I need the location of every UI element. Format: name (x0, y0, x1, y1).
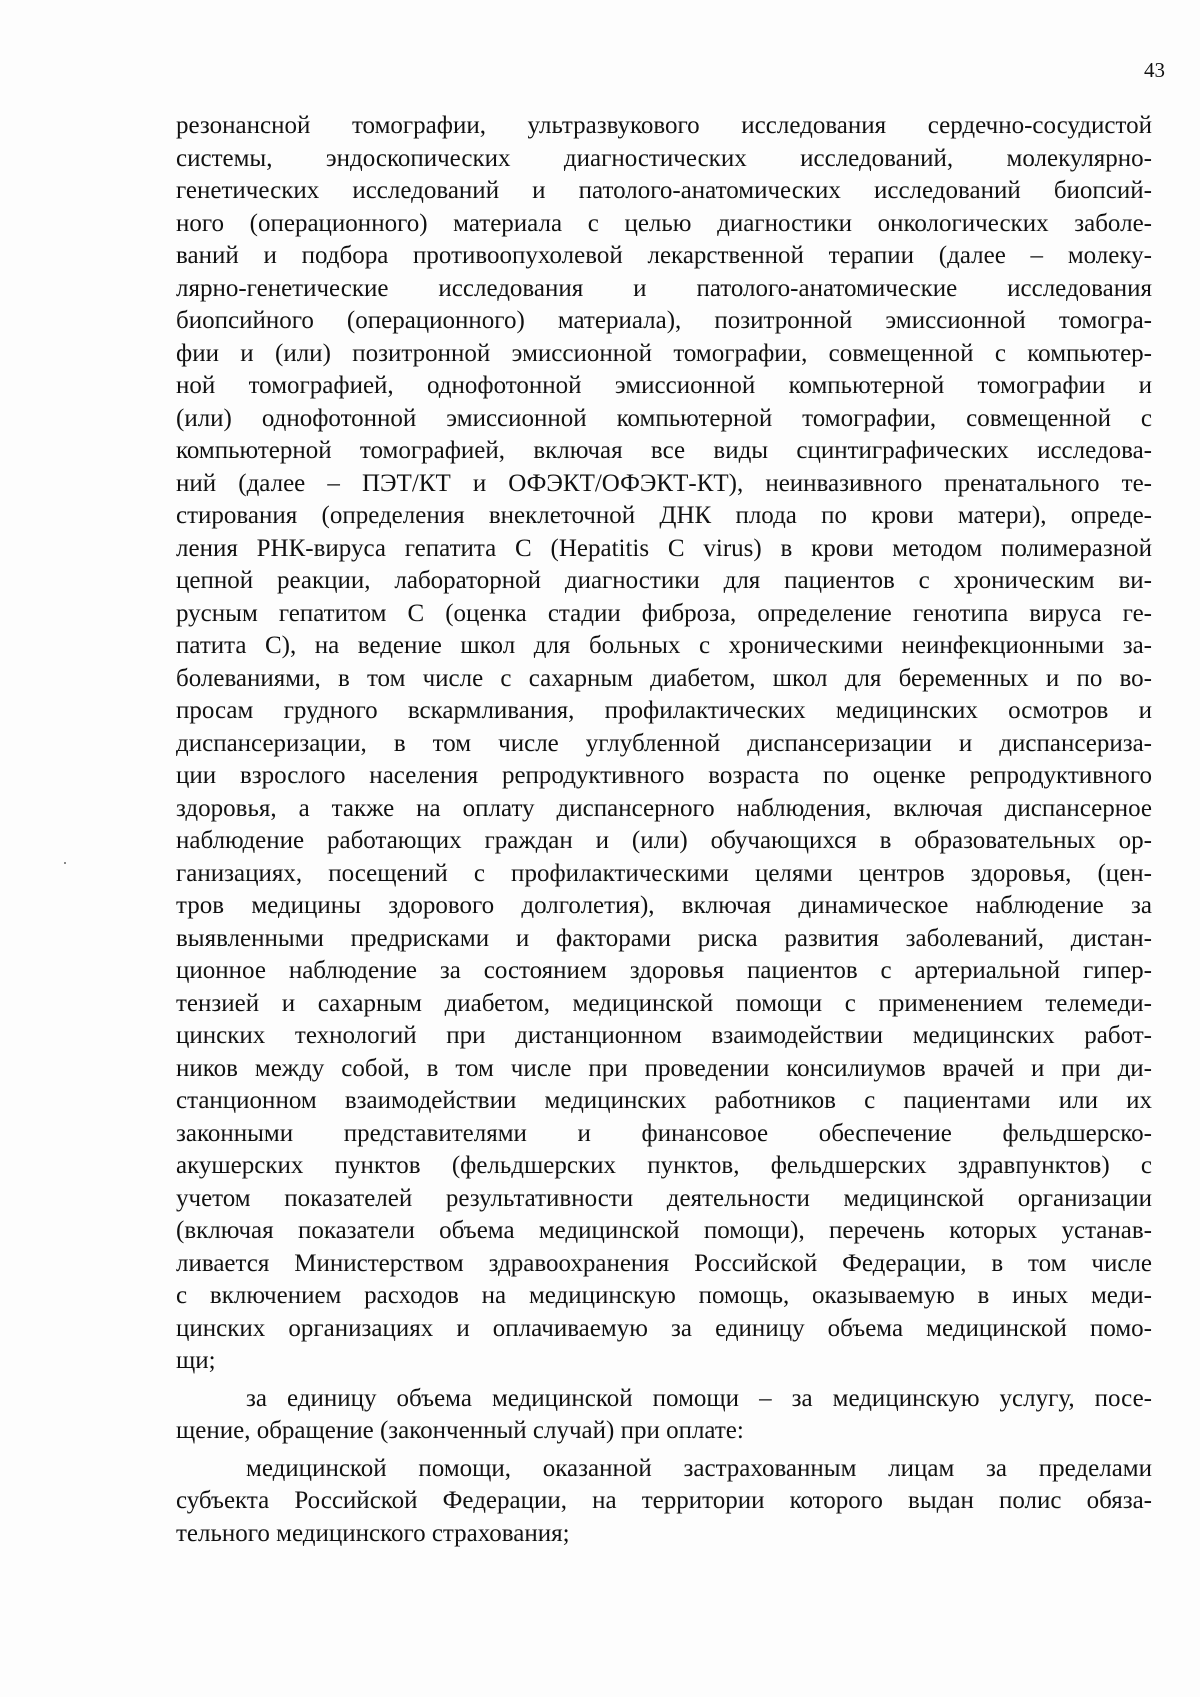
text-line: законными представителями и финансовое обеспечение фельдшерско- (176, 1119, 1152, 1147)
text-line: (включая показатели объема медицинской помощи), перечень которых устанав- (176, 1217, 1152, 1244)
text-line: выявленными предрисками и факторами риска развития заболеваний, дистан- (176, 924, 1152, 952)
text-line: ционное наблюдение за состоянием здоровья пациентов с артериальной гипер- (176, 957, 1152, 984)
text-line: с включением расходов на медицинскую помощь, оказываемую в иных меди- (176, 1282, 1152, 1309)
text-line: за единицу объема медицинской помощи – за медицинскую услугу, посе- (246, 1384, 1152, 1412)
text-line: просам грудного вскармливания, профилактических медицинских осмотров и (176, 697, 1152, 724)
text-line: (или) однофотонной эмиссионной компьютерной томографии, совмещенной с (176, 404, 1152, 432)
text-line: тельного медицинского страхования; (176, 1519, 570, 1547)
text-line: станционном взаимодействии медицинских работников с пациентами или их (176, 1087, 1152, 1114)
text-line: ливается Министерством здравоохранения Российской Федерации, в том числе (176, 1249, 1152, 1277)
text-line: резонансной томографии, ультразвукового исследования сердечно-сосудистой (176, 112, 1152, 139)
text-line: стирования (определения внеклеточной ДНК плода по крови матери), опреде- (176, 502, 1152, 529)
text-line: щи; (176, 1347, 216, 1374)
text-line: цинских технологий при дистанционном взаимодействии медицинских работ- (176, 1022, 1152, 1049)
page-number: 43 (1144, 58, 1165, 82)
scan-speck (64, 862, 66, 864)
paragraph (176, 1383, 1152, 1448)
text-line: ной томографией, однофотонной эмиссионной компьютерной томографии и (176, 372, 1152, 399)
paragraph (176, 110, 1152, 1378)
text-line: компьютерной томографией, включая все виды сцинтиграфических исследова- (176, 437, 1152, 464)
text-line: генетических исследований и патолого-анатомических исследований биопсий- (176, 177, 1152, 204)
text-line: цинских организациях и оплачиваемую за единицу объема медицинской помо- (176, 1314, 1152, 1342)
text-line: ганизациях, посещений с профилактическими целями центров здоровья, (цен- (176, 859, 1152, 887)
body-text (176, 110, 1152, 1550)
text-line: субъекта Российской Федерации, на территории которого выдан полис обяза- (176, 1487, 1152, 1514)
text-line: наблюдение работающих граждан и (или) обучающихся в образовательных ор- (176, 827, 1152, 854)
text-line: ции взрослого населения репродуктивного возраста по оценке репродуктивного (176, 762, 1152, 789)
text-line: акушерских пунктов (фельдшерских пунктов, фельдшерских здравпунктов) с (176, 1152, 1152, 1179)
text-line: учетом показателей результативности деятельности медицинской организации (176, 1184, 1152, 1212)
text-line: диспансеризации, в том числе углубленной диспансеризации и диспансериза- (176, 729, 1152, 757)
text-line: тров медицины здорового долголетия), включая динамическое наблюдение за (176, 892, 1152, 919)
text-line: системы, эндоскопических диагностических исследований, молекулярно- (176, 144, 1152, 172)
text-line: биопсийного (операционного) материала), позитронной эмиссионной томогра- (176, 307, 1152, 334)
text-line: ления РНК-вируса гепатита С (Hepatitis C virus) в крови методом полимеразной (176, 534, 1152, 562)
text-line: щение, обращение (законченный случай) при оплате: (176, 1417, 744, 1444)
text-line: лярно-генетические исследования и патолого-анатомические исследования (176, 274, 1152, 302)
text-line: болеваниями, в том числе с сахарным диабетом, школ для беременных и по во- (176, 664, 1152, 692)
text-line: здоровья, а также на оплату диспансерного наблюдения, включая диспансерное (176, 794, 1152, 822)
text-line: тензией и сахарным диабетом, медицинской помощи с применением телемеди- (176, 989, 1152, 1017)
text-line: русным гепатитом С (оценка стадии фиброза, определение генотипа вируса ге- (176, 599, 1152, 627)
text-line: ного (операционного) материала с целью диагностики онкологических заболе- (176, 209, 1152, 237)
text-line: патита С), на ведение школ для больных с хроническими неинфекционными за- (176, 632, 1152, 659)
text-line: медицинской помощи, оказанной застрахованным лицам за пределами (246, 1454, 1152, 1482)
paragraph (176, 1453, 1152, 1551)
text-line: ний (далее – ПЭТ/КТ и ОФЭКТ/ОФЭКТ-КТ), неинвазивного пренатального те- (176, 469, 1152, 497)
text-line: ников между собой, в том числе при проведении консилиумов врачей и при ди- (176, 1054, 1152, 1082)
text-line: фии и (или) позитронной эмиссионной томографии, совмещенной с компьютер- (176, 339, 1152, 367)
text-line: ваний и подбора противоопухолевой лекарственной терапии (далее – молеку- (176, 242, 1152, 269)
text-line: цепной реакции, лабораторной диагностики для пациентов с хроническим ви- (176, 567, 1152, 594)
